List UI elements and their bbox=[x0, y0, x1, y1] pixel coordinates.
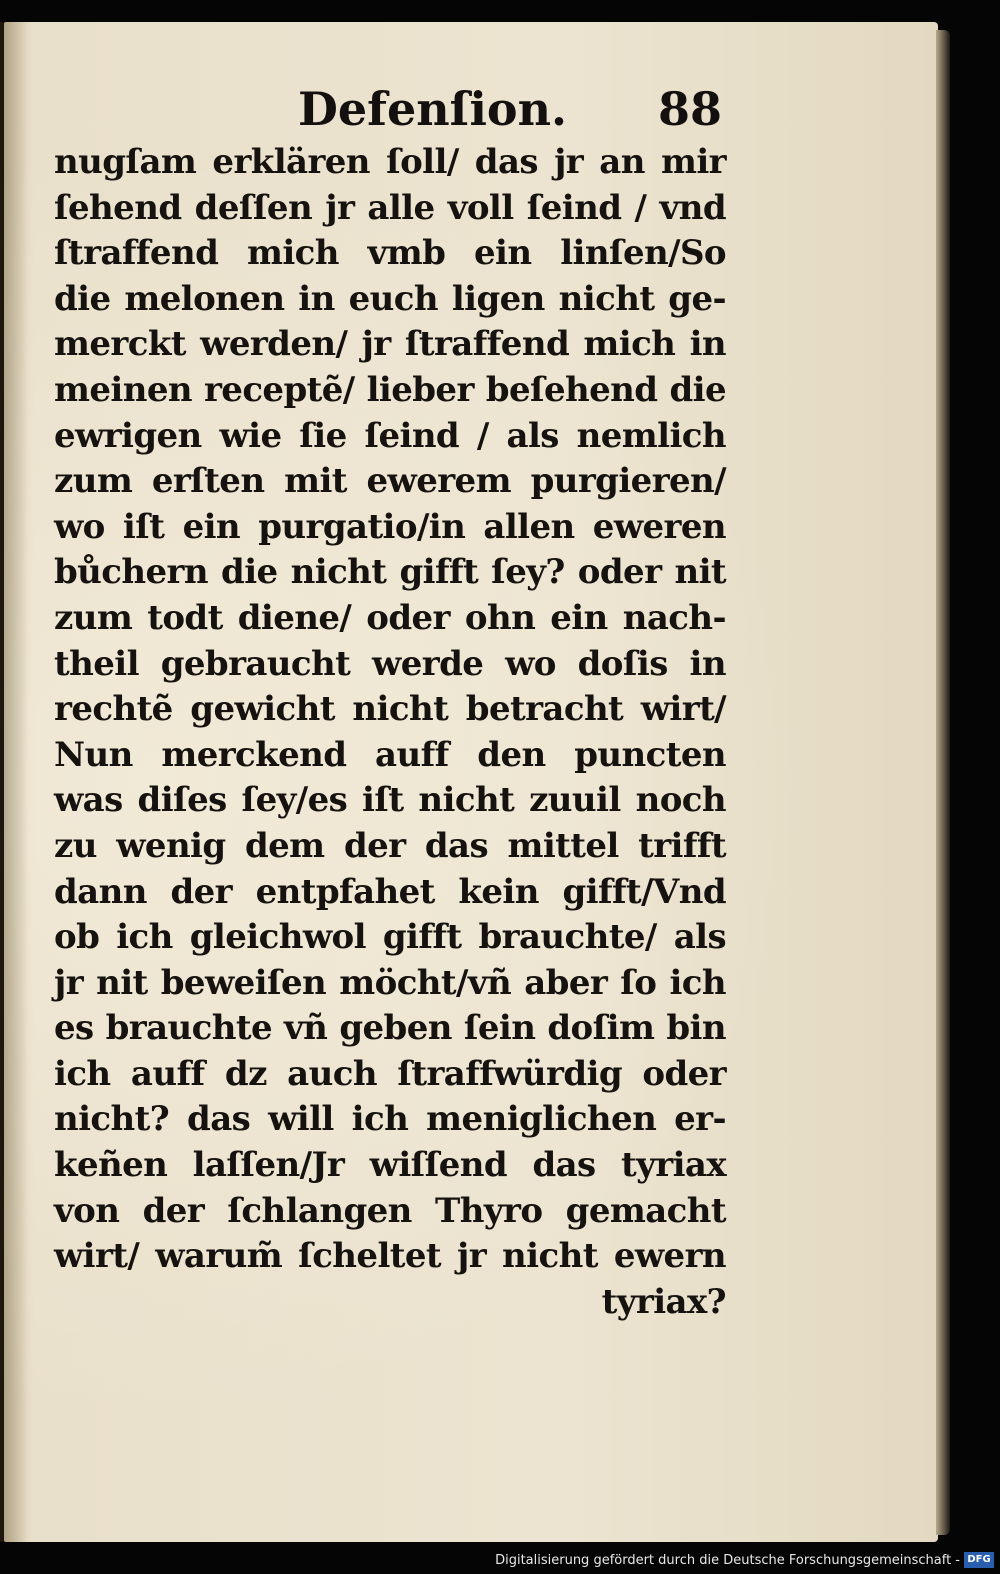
text-line: was diſes ſey/es iſt nicht zuuil noch bbox=[54, 780, 726, 821]
text-line: ewrigen wie ſie ſeind / als nemlich bbox=[54, 415, 726, 456]
text-line: ſehend deſſen jr alle voll ſeind / vnd bbox=[54, 187, 726, 228]
text-line: jr nit beweiſen möcht/vñ aber ſo ich bbox=[54, 962, 726, 1003]
dfg-logo: DFG bbox=[964, 1552, 994, 1568]
text-line: es brauchte vñ geben ſein doſim bin bbox=[54, 1008, 726, 1049]
text-line: ſtraffend mich vmb ein linſen/So bbox=[54, 233, 726, 274]
funding-credit: Digitalisierung gefördert durch die Deutsche Forschungsgemeinschaft - bbox=[495, 1553, 960, 1568]
footer-bar bbox=[0, 1549, 1000, 1574]
page-edge bbox=[936, 30, 950, 1535]
text-line: merckt werden/ jr ſtraffend mich in bbox=[54, 324, 726, 365]
text-line: nicht? das will ich meniglichen er‑ bbox=[54, 1099, 726, 1140]
text-line: die melonen in euch ligen nicht ge‑ bbox=[54, 278, 726, 319]
text-line: meinen receptẽ/ lieber beſehend die bbox=[54, 369, 726, 410]
text-line: ich auff dz auch ſtraffwürdig oder bbox=[54, 1053, 726, 1094]
page-number: 88 bbox=[657, 82, 722, 136]
text-line: ob ich gleichwol gifft brauchte/ als bbox=[54, 917, 726, 958]
page-header bbox=[58, 78, 722, 138]
running-head: Defenſion. bbox=[298, 82, 568, 136]
text-line: Nun merckend auff den puncten bbox=[54, 734, 726, 775]
text-line: rechtẽ gewicht nicht betracht wirt/ bbox=[54, 689, 726, 730]
body-text bbox=[54, 140, 726, 1325]
text-line: wo iſt ein purgatio/in allen eweren bbox=[54, 506, 726, 547]
text-line-catchword: tyriax? bbox=[601, 1281, 726, 1322]
text-line: zum erſten mit ewerem purgieren/ bbox=[54, 461, 726, 502]
text-line: keñen laſſen/Jr wiſſend das tyriax bbox=[54, 1145, 726, 1186]
text-line: zu wenig dem der das mittel trifft bbox=[54, 825, 726, 866]
text-line: von der ſchlangen Thyro gemacht bbox=[54, 1190, 726, 1231]
text-line: dann der entpfahet kein gifft/Vnd bbox=[54, 871, 726, 912]
text-line: zum todt diene/ oder ohn ein nach‑ bbox=[54, 597, 726, 638]
page-gutter-shadow bbox=[0, 22, 28, 1542]
text-line: wirt/ warum̃ ſcheltet jr nicht ewern bbox=[54, 1236, 726, 1277]
text-line: bůchern die nicht gifft ſey? oder nit bbox=[54, 552, 726, 593]
text-line: nugſam erklären ſoll/ das jr an mir bbox=[54, 142, 726, 182]
text-line: theil gebraucht werde wo doſis in bbox=[54, 643, 726, 684]
